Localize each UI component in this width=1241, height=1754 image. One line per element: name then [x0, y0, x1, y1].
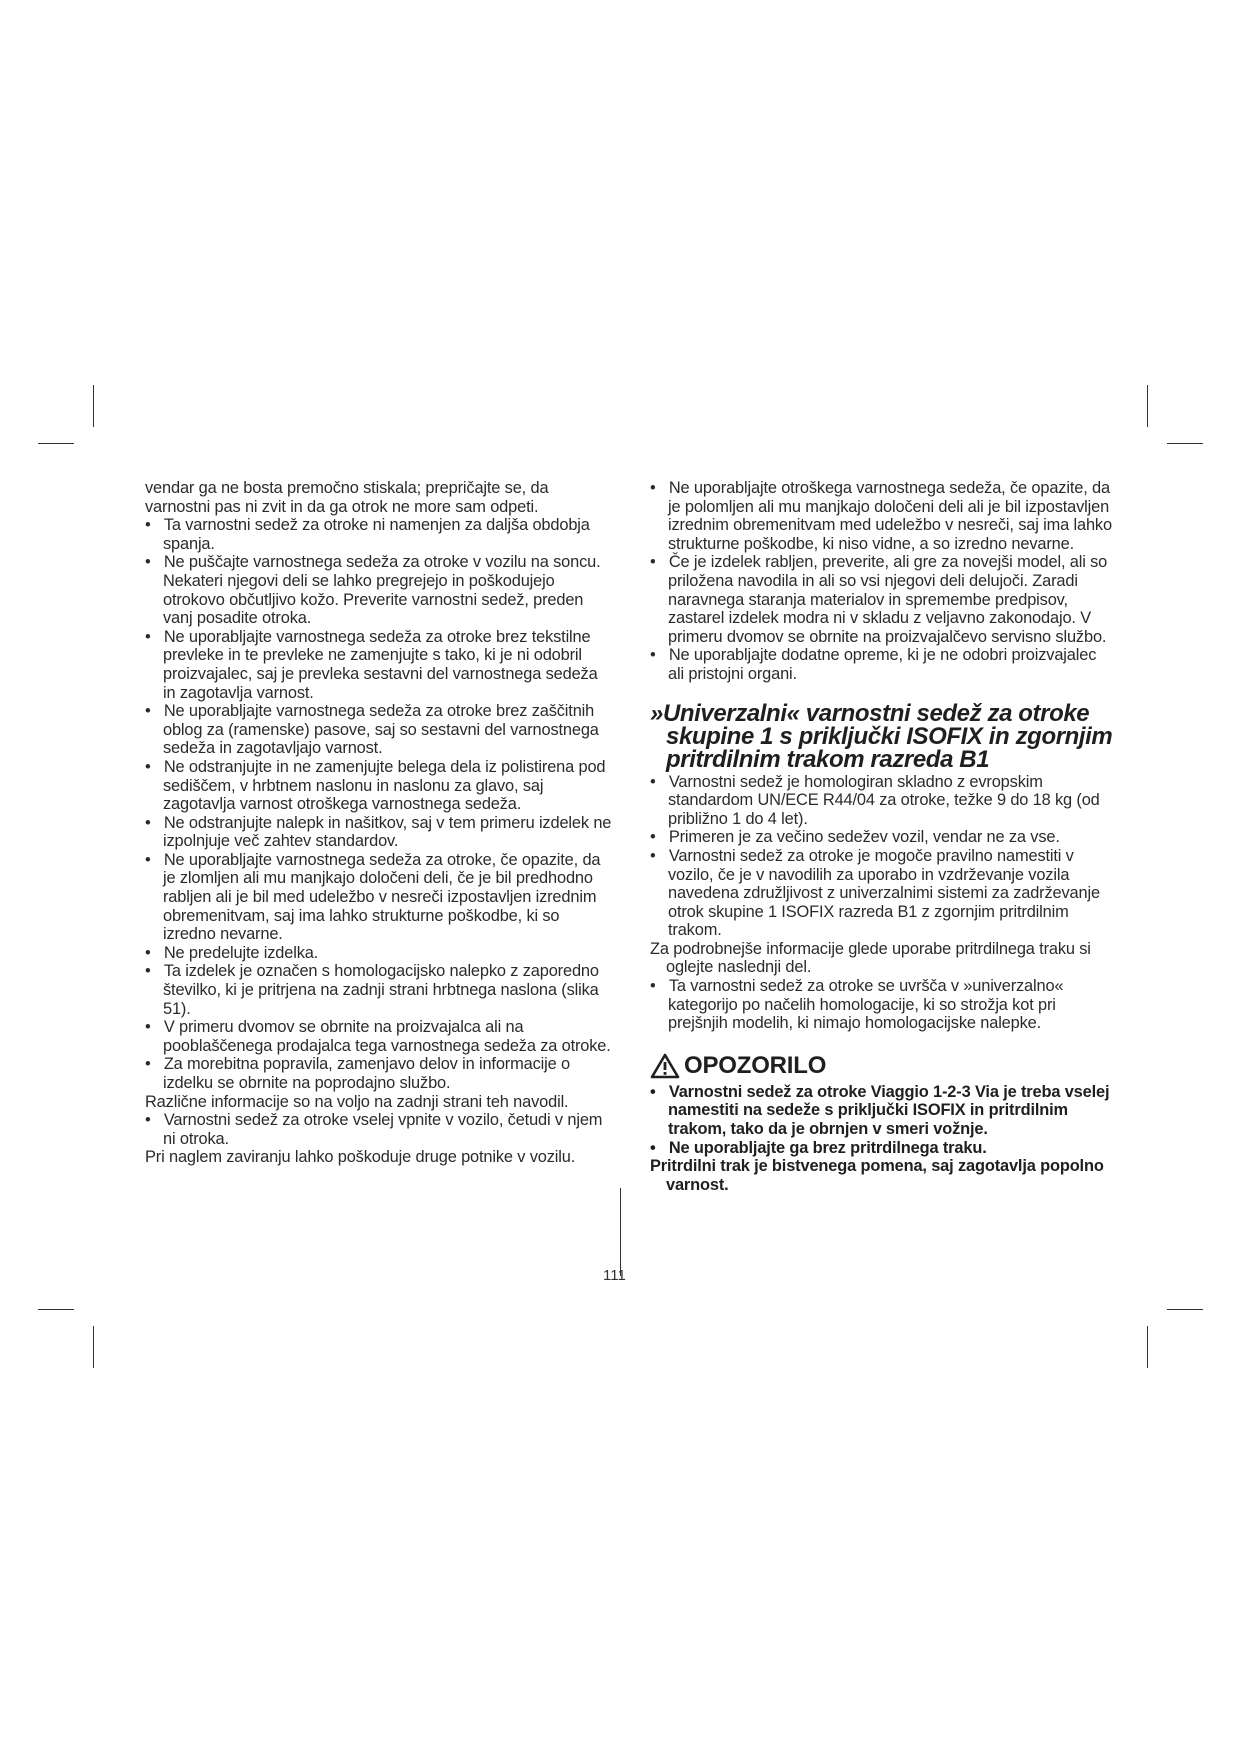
section-heading-line1: »Univerzalni« varnostni sedež za otroke [650, 699, 1090, 727]
item-text: Ta varnostni sedež za otroke se uvršča v »univerzalno« kategorijo po načelih homologacije, ki so strožja kot pri prejšnjih modelih, ki nimajo homologacijske nalepke. [668, 977, 1064, 1033]
bullet-item [145, 1055, 613, 1092]
paragraph [650, 1157, 1115, 1194]
item-text: Pri naglem zaviranju lahko poškoduje druge potnike v vozilu. [145, 1148, 576, 1167]
paragraph [145, 1093, 613, 1112]
bullet-item [650, 646, 1115, 683]
item-text: Varnostni sedež je homologiran skladno z evropskim standardom UN/ECE R44/04 za otroke, težke 9 do 18 kg (od približno 1 do 4 let). [668, 772, 1100, 828]
paragraph [650, 940, 1115, 977]
item-text: Primeren je za večino sedežev vozil, vendar ne za vse. [668, 828, 1060, 847]
section-heading [650, 699, 1115, 773]
right-column-top-list [650, 479, 1115, 684]
crop-mark-bottom-left-horizontal [38, 1309, 74, 1310]
item-text: Varnostni sedež za otroke je mogoče pravilno namestiti v vozilo, če je v navodilih za uporabo in vzdrževanje vozila navedena združljivost z univerzalnimi sistemi za zadrževanje otrok skupine 1 ISOFIX razreda B1 z zgornjim pritrdilnim trakom. [668, 846, 1100, 940]
bullet-item [650, 847, 1115, 940]
warning-title [650, 1053, 1115, 1079]
bullet-item [145, 758, 613, 814]
paragraph [145, 1148, 613, 1167]
item-text: Ne uporabljajte varnostnega sedeža za otroke brez tekstilne prevleke in te prevleke ne zamenjujte s tako, ki je ni odobril proizvajalec, saj je prevleka sestavni del varnostnega sedeža in zagotavlja varnost. [163, 627, 598, 702]
item-text: Ne predelujte izdelka. [163, 943, 319, 962]
bullet-item [650, 479, 1115, 553]
bullet-item [650, 1139, 1115, 1158]
bullet-item [145, 1111, 613, 1148]
crop-mark-bottom-left-vertical [93, 1326, 94, 1368]
bullet-item [145, 553, 613, 627]
paragraph [145, 479, 613, 516]
item-text: Varnostni sedež za otroke Viaggio 1-2-3 Via je treba vselej namestiti na sedeže s priključki ISOFIX in pritrdilnim trakom, tako da je obrnjen v smeri vožnje. [668, 1082, 1110, 1139]
bullet-item [145, 944, 613, 963]
bullet-item [145, 1018, 613, 1055]
item-text: Če je izdelek rabljen, preverite, ali gre za novejši model, ali so priložena navodila in ali so vsi njegovi deli delujoči. Zaradi naravnega staranja materialov in spremembe predpisov, zastarel izdelek modra ni v skladu z veljavno zakonodajo. V primeru dvomov se obrnite na proizvajalčevo servisno službo. [668, 553, 1108, 646]
crop-mark-bottom-right-vertical [1147, 1326, 1148, 1368]
bullet-item [650, 773, 1115, 829]
item-text: Ne uporabljajte otroškega varnostnega sedeža, če opazite, da je polomljen ali mu manjkajo določeni deli ali je bil izpostavljen izrednim obremenitvam med udeležbo v nesreči, saj ima lahko strukturne poškodbe, ki niso vidne, a so izredno nevarne. [668, 479, 1112, 553]
item-text: Ne uporabljajte varnostnega sedeža za otroke, če opazite, da je zlomljen ali mu manjkajo določeni deli, če je bil predhodno rabljen ali je bil med udeležbo v nesreči izpostavljen izrednim obremenitvam, saj ima lahko strukturne poškodbe, ki so izredno nevarne. [163, 850, 601, 944]
section-heading-line2: skupine 1 s priključki ISOFIX in zgornjim [666, 722, 1113, 750]
warning-list [650, 1083, 1115, 1195]
item-text: Ne puščajte varnostnega sedeža za otroke v vozilu na soncu. Nekateri njegovi deli se lahko pregrejejo in poškodujejo otrokovo občutljivo kožo. Preverite varnostni sedež, preden vanj posadite otroka. [163, 553, 601, 628]
item-text: Ne uporabljajte dodatne opreme, ki je ne odobri proizvajalec ali pristojni organi. [668, 646, 1097, 683]
item-text: Varnostni sedež za otroke vselej vpnite v vozilo, četudi v njem ni otroka. [163, 1111, 603, 1148]
item-text: Ta varnostni sedež za otroke ni namenjen za daljša obdobja spanja. [163, 516, 590, 553]
item-text: Ne uporabljajte ga brez pritrdilnega traku. [668, 1138, 987, 1157]
crop-mark-top-right-horizontal [1167, 443, 1203, 444]
right-column-mid-list [650, 773, 1115, 1033]
bullet-item [650, 1083, 1115, 1139]
column-divider [620, 1188, 621, 1276]
bullet-item [145, 516, 613, 553]
bullet-item [145, 814, 613, 851]
bullet-item [145, 702, 613, 758]
bullet-item [650, 553, 1115, 646]
item-text: Za podrobnejše informacije glede uporabe pritrdilnega traku si oglejte naslednji del. [650, 939, 1091, 977]
bullet-item [145, 851, 613, 944]
bullet-item [145, 628, 613, 702]
item-text: Ta izdelek je označen s homologacijsko nalepko z zaporedno številko, ki je pritrjena na zadnji strani hrbtnega naslona (slika 51). [163, 962, 599, 1018]
page-number: 111 [603, 1267, 626, 1284]
bullet-item [145, 962, 613, 1018]
section-heading-line3: pritrdilnim trakom razreda B1 [666, 745, 990, 773]
item-text: V primeru dvomov se obrnite na proizvajalca ali na pooblaščenega prodajalca tega varnostnega sedeža za otroke. [163, 1018, 611, 1055]
item-text: Za morebitna popravila, zamenjavo delov in informacije o izdelku se obrnite na poprodajno službo. [163, 1055, 570, 1092]
warning-icon [650, 1053, 680, 1079]
crop-mark-top-right-vertical [1147, 385, 1148, 427]
item-text: Različne informacije so na voljo na zadnji strani teh navodil. [145, 1092, 569, 1111]
crop-mark-top-left-vertical [93, 385, 94, 427]
item-text: Ne odstranjujte in ne zamenjujte belega dela iz polistirena pod sediščem, v hrbtnem naslonu in naslonu za glavo, saj zagotavlja varnost otroškega varnostnega sedeža. [163, 757, 606, 814]
crop-mark-top-left-horizontal [38, 443, 74, 444]
crop-mark-bottom-right-horizontal [1167, 1309, 1203, 1310]
item-text: Ne odstranjujte nalepk in našitkov, saj v tem primeru izdelek ne izpolnjuje več zahtev standardov. [163, 813, 612, 851]
item-text: vendar ga ne bosta premočno stiskala; prepričajte se, da varnostni pas ni zvit in da ga otrok ne more sam odpeti. [145, 479, 549, 516]
warning-title-text: OPOZORILO [684, 1051, 827, 1079]
item-text: Pritrdilni trak je bistvenega pomena, saj zagotavlja popolno varnost. [650, 1157, 1104, 1194]
bullet-item [650, 828, 1115, 847]
left-column [145, 479, 613, 1167]
right-column [650, 479, 1115, 1194]
item-text: Ne uporabljajte varnostnega sedeža za otroke brez zaščitnih oblog za (ramenske) pasove, saj so sestavni del varnostnega sedeža in zagotavljajo varnost. [163, 702, 599, 758]
bullet-item [650, 977, 1115, 1033]
